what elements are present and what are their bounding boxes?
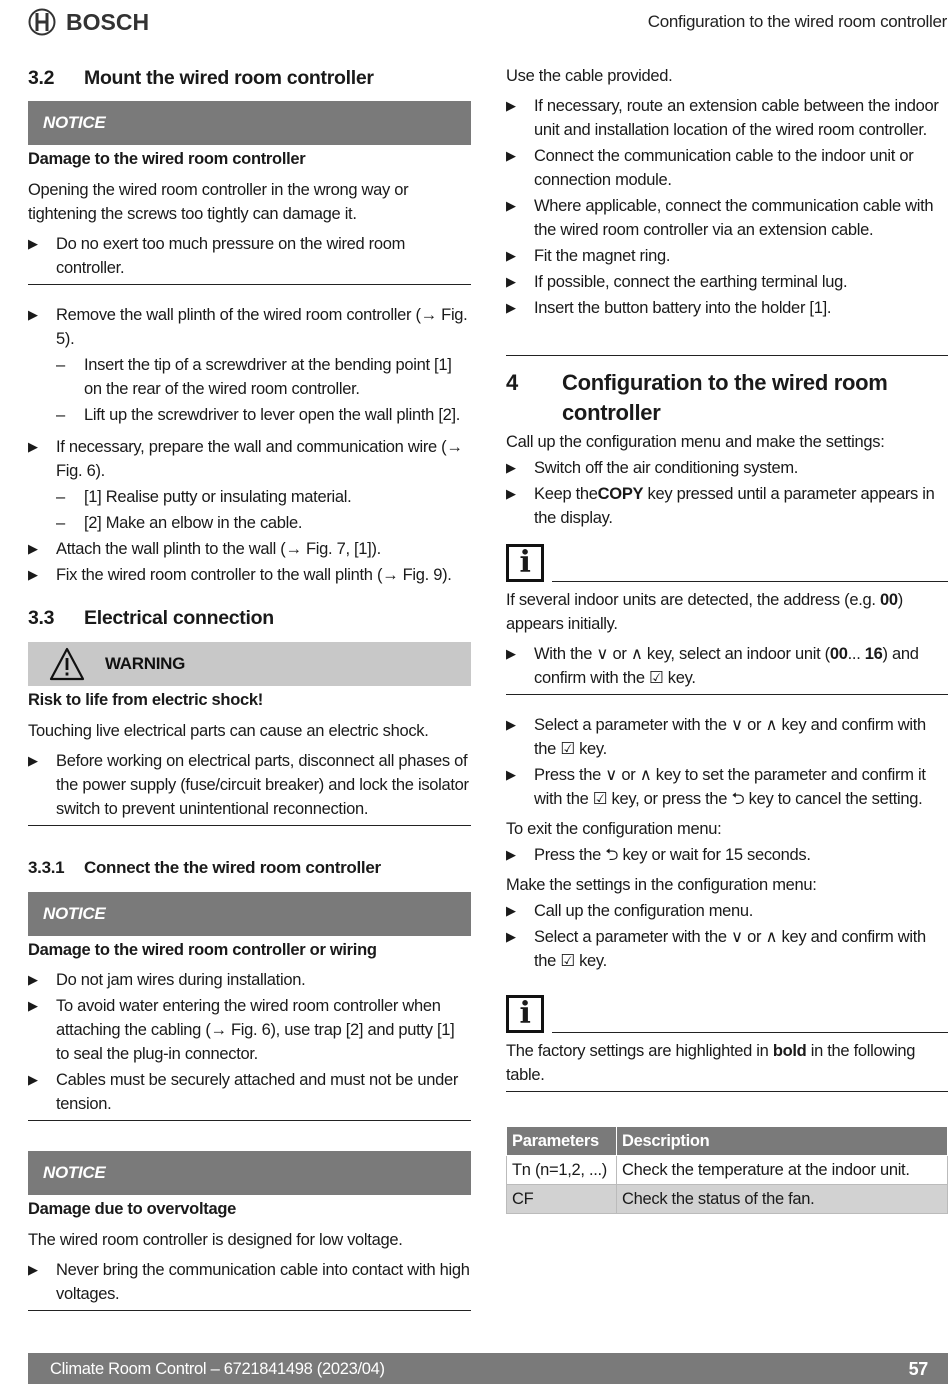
make-intro: Make the settings in the configuration menu: (506, 876, 817, 894)
list-item: ▶ Do not jam wires during installation. (28, 968, 471, 992)
list-item: ▶ With the ∨ or ∧ key, select an indoor unit (00... 16) and confirm with the ☑ key. (506, 642, 948, 690)
notice-text: The wired room controller is designed for low voltage. (28, 1231, 403, 1249)
notice-box (28, 1151, 471, 1311)
list-item: – [1] Realise putty or insulating material. (56, 485, 471, 509)
list-item: ▶ Attach the wall plinth to the wall (→ Fig. 7, [1]). (28, 537, 471, 561)
page-footer (28, 1353, 948, 1384)
list-item: ▶ If possible, connect the earthing terminal lug. (506, 270, 948, 294)
list-item: ▶ Keep theCOPY key pressed until a parameter appears in the display. (506, 482, 948, 530)
chapter-rule (506, 355, 948, 356)
notice-bullet: ▶ Never bring the communication cable into contact with high voltages. (28, 1258, 471, 1306)
table-header: Parameters (507, 1127, 617, 1156)
running-header-title: Configuration to the wired room controller (647, 12, 947, 31)
info-end-rule (506, 1091, 948, 1092)
parameters-table (506, 1126, 948, 1214)
list-item: ▶ If necessary, prepare the wall and communication wire (→ Fig. 6). – [1] Realise putty or insulating material. – [2] Make an elbow in the cable. (28, 435, 471, 535)
section-title: Connect the the wired room controller (84, 858, 381, 877)
list-item: – Insert the tip of a screwdriver at the bending point [1] on the rear of the wired room controller. (56, 353, 471, 401)
bosch-armature-icon (28, 8, 56, 36)
warning-bullet: ▶ Before working on electrical parts, disconnect all phases of the power supply (fuse/circuit breaker) and lock the isolator switch to prevent unintentional reconnection. (28, 749, 471, 821)
section-title: Mount the wired room controller (84, 67, 374, 89)
info-end-rule (506, 694, 948, 695)
info-icon: i (506, 544, 544, 582)
bosch-logo (28, 8, 149, 36)
list-item: ▶ Select a parameter with the ∨ or ∧ key and confirm with the ☑ key. (506, 713, 948, 761)
warning-box (28, 642, 471, 826)
warning-label: WARNING (105, 654, 186, 673)
notice-bullet: ▶ Do no exert too much pressure on the wired room controller. (28, 232, 471, 280)
warning-text: Touching live electrical parts can cause an electric shock. (28, 722, 429, 740)
warning-end-rule (28, 825, 471, 826)
table-cell: Check the temperature at the indoor unit. (617, 1156, 948, 1185)
notice-end-rule (28, 1310, 471, 1311)
notice-label: NOTICE (28, 892, 471, 936)
list-item: ▶ Press the ∨ or ∧ key to set the parameter and confirm it with the ☑ key, or press the ⮌ key to cancel the setting. (506, 763, 948, 811)
info-text: The factory settings are highlighted in bold in the following table. (506, 1042, 916, 1084)
section-number: 3.2 (28, 67, 55, 89)
chapter-title: Configuration to the wired room controller (562, 370, 888, 425)
notice-title: Damage due to overvoltage (28, 1200, 236, 1218)
list-item: ▶ Call up the configuration menu. (506, 899, 948, 923)
page-number: 57 (908, 1358, 928, 1379)
cable-intro: Use the cable provided. (506, 67, 673, 85)
warning-title: Risk to life from electric shock! (28, 691, 263, 709)
exit-intro: To exit the configuration menu: (506, 820, 722, 838)
chapter-4-heading (506, 368, 948, 428)
notice-text: Opening the wired room controller in the wrong way or tightening the screws too tightly can damage it. (28, 181, 409, 223)
right-column (506, 64, 948, 1214)
chapter-number: 4 (506, 370, 518, 395)
section-number: 3.3.1 (28, 858, 65, 877)
info-icon: i (506, 995, 544, 1033)
section-title: Electrical connection (84, 607, 274, 629)
mount-steps-list (28, 303, 471, 587)
notice-label: NOTICE (28, 101, 471, 145)
brand-name: BOSCH (66, 9, 150, 35)
section-3-2-heading (28, 65, 471, 91)
list-item: ▶ To avoid water entering the wired room controller when attaching the cabling (→ Fig. 6), use trap [2] and putty [1] to seal the plug-in connector. (28, 994, 471, 1066)
notice-box (28, 892, 471, 1121)
section-number: 3.3 (28, 607, 55, 629)
list-item: ▶ Connect the communication cable to the indoor unit or connection module. (506, 144, 948, 192)
table-row (507, 1185, 948, 1214)
notice-label: NOTICE (28, 1151, 471, 1195)
list-item: – Lift up the screwdriver to lever open the wall plinth [2]. (56, 403, 471, 427)
list-item: ▶ Fit the magnet ring. (506, 244, 948, 268)
list-item: ▶ Fix the wired room controller to the wall plinth (→ Fig. 9). (28, 563, 471, 587)
config-intro: Call up the configuration menu and make the settings: (506, 433, 885, 451)
list-item: ▶ Cables must be securely attached and must not be under tension. (28, 1068, 471, 1116)
notice-box (28, 101, 471, 285)
list-item: ▶ If necessary, route an extension cable between the indoor unit and installation location of the wired room controller. (506, 94, 948, 142)
info-box (506, 995, 948, 1033)
list-item: ▶ Remove the wall plinth of the wired room controller (→ Fig. 5). – Insert the tip of a screwdriver at the bending point [1] on the rear of the wired room controller. – Lift up the screwdriver to lever open the wall plinth [2]. (28, 303, 471, 427)
table-cell: CF (507, 1185, 617, 1214)
list-item: ▶ Insert the button battery into the holder [1]. (506, 296, 948, 320)
info-text: If several indoor units are detected, the address (e.g. 00) appears initially. (506, 591, 903, 633)
left-column (28, 60, 471, 1311)
notice-end-rule (28, 1120, 471, 1121)
notice-end-rule (28, 284, 471, 285)
footer-text: Climate Room Control – 6721841498 (2023/04) (50, 1359, 385, 1378)
warning-triangle-icon (28, 646, 105, 682)
table-cell: Tn (n=1,2, ...) (507, 1156, 617, 1185)
notice-title: Damage to the wired room controller or wiring (28, 941, 377, 959)
table-header: Description (617, 1127, 948, 1156)
section-3-3-heading (28, 605, 471, 631)
list-item: ▶ Where applicable, connect the communication cable with the wired room controller via an extension cable. (506, 194, 948, 242)
table-cell: Check the status of the fan. (617, 1185, 948, 1214)
table-row (507, 1156, 948, 1185)
notice-title: Damage to the wired room controller (28, 150, 306, 168)
list-item: ▶ Switch off the air conditioning system. (506, 456, 948, 480)
list-item: ▶ Select a parameter with the ∨ or ∧ key and confirm with the ☑ key. (506, 925, 948, 973)
info-box (506, 544, 948, 582)
list-item: – [2] Make an elbow in the cable. (56, 511, 471, 535)
list-item: ▶ Press the ⮌ key or wait for 15 seconds. (506, 843, 948, 867)
section-3-3-1-heading (28, 856, 471, 880)
